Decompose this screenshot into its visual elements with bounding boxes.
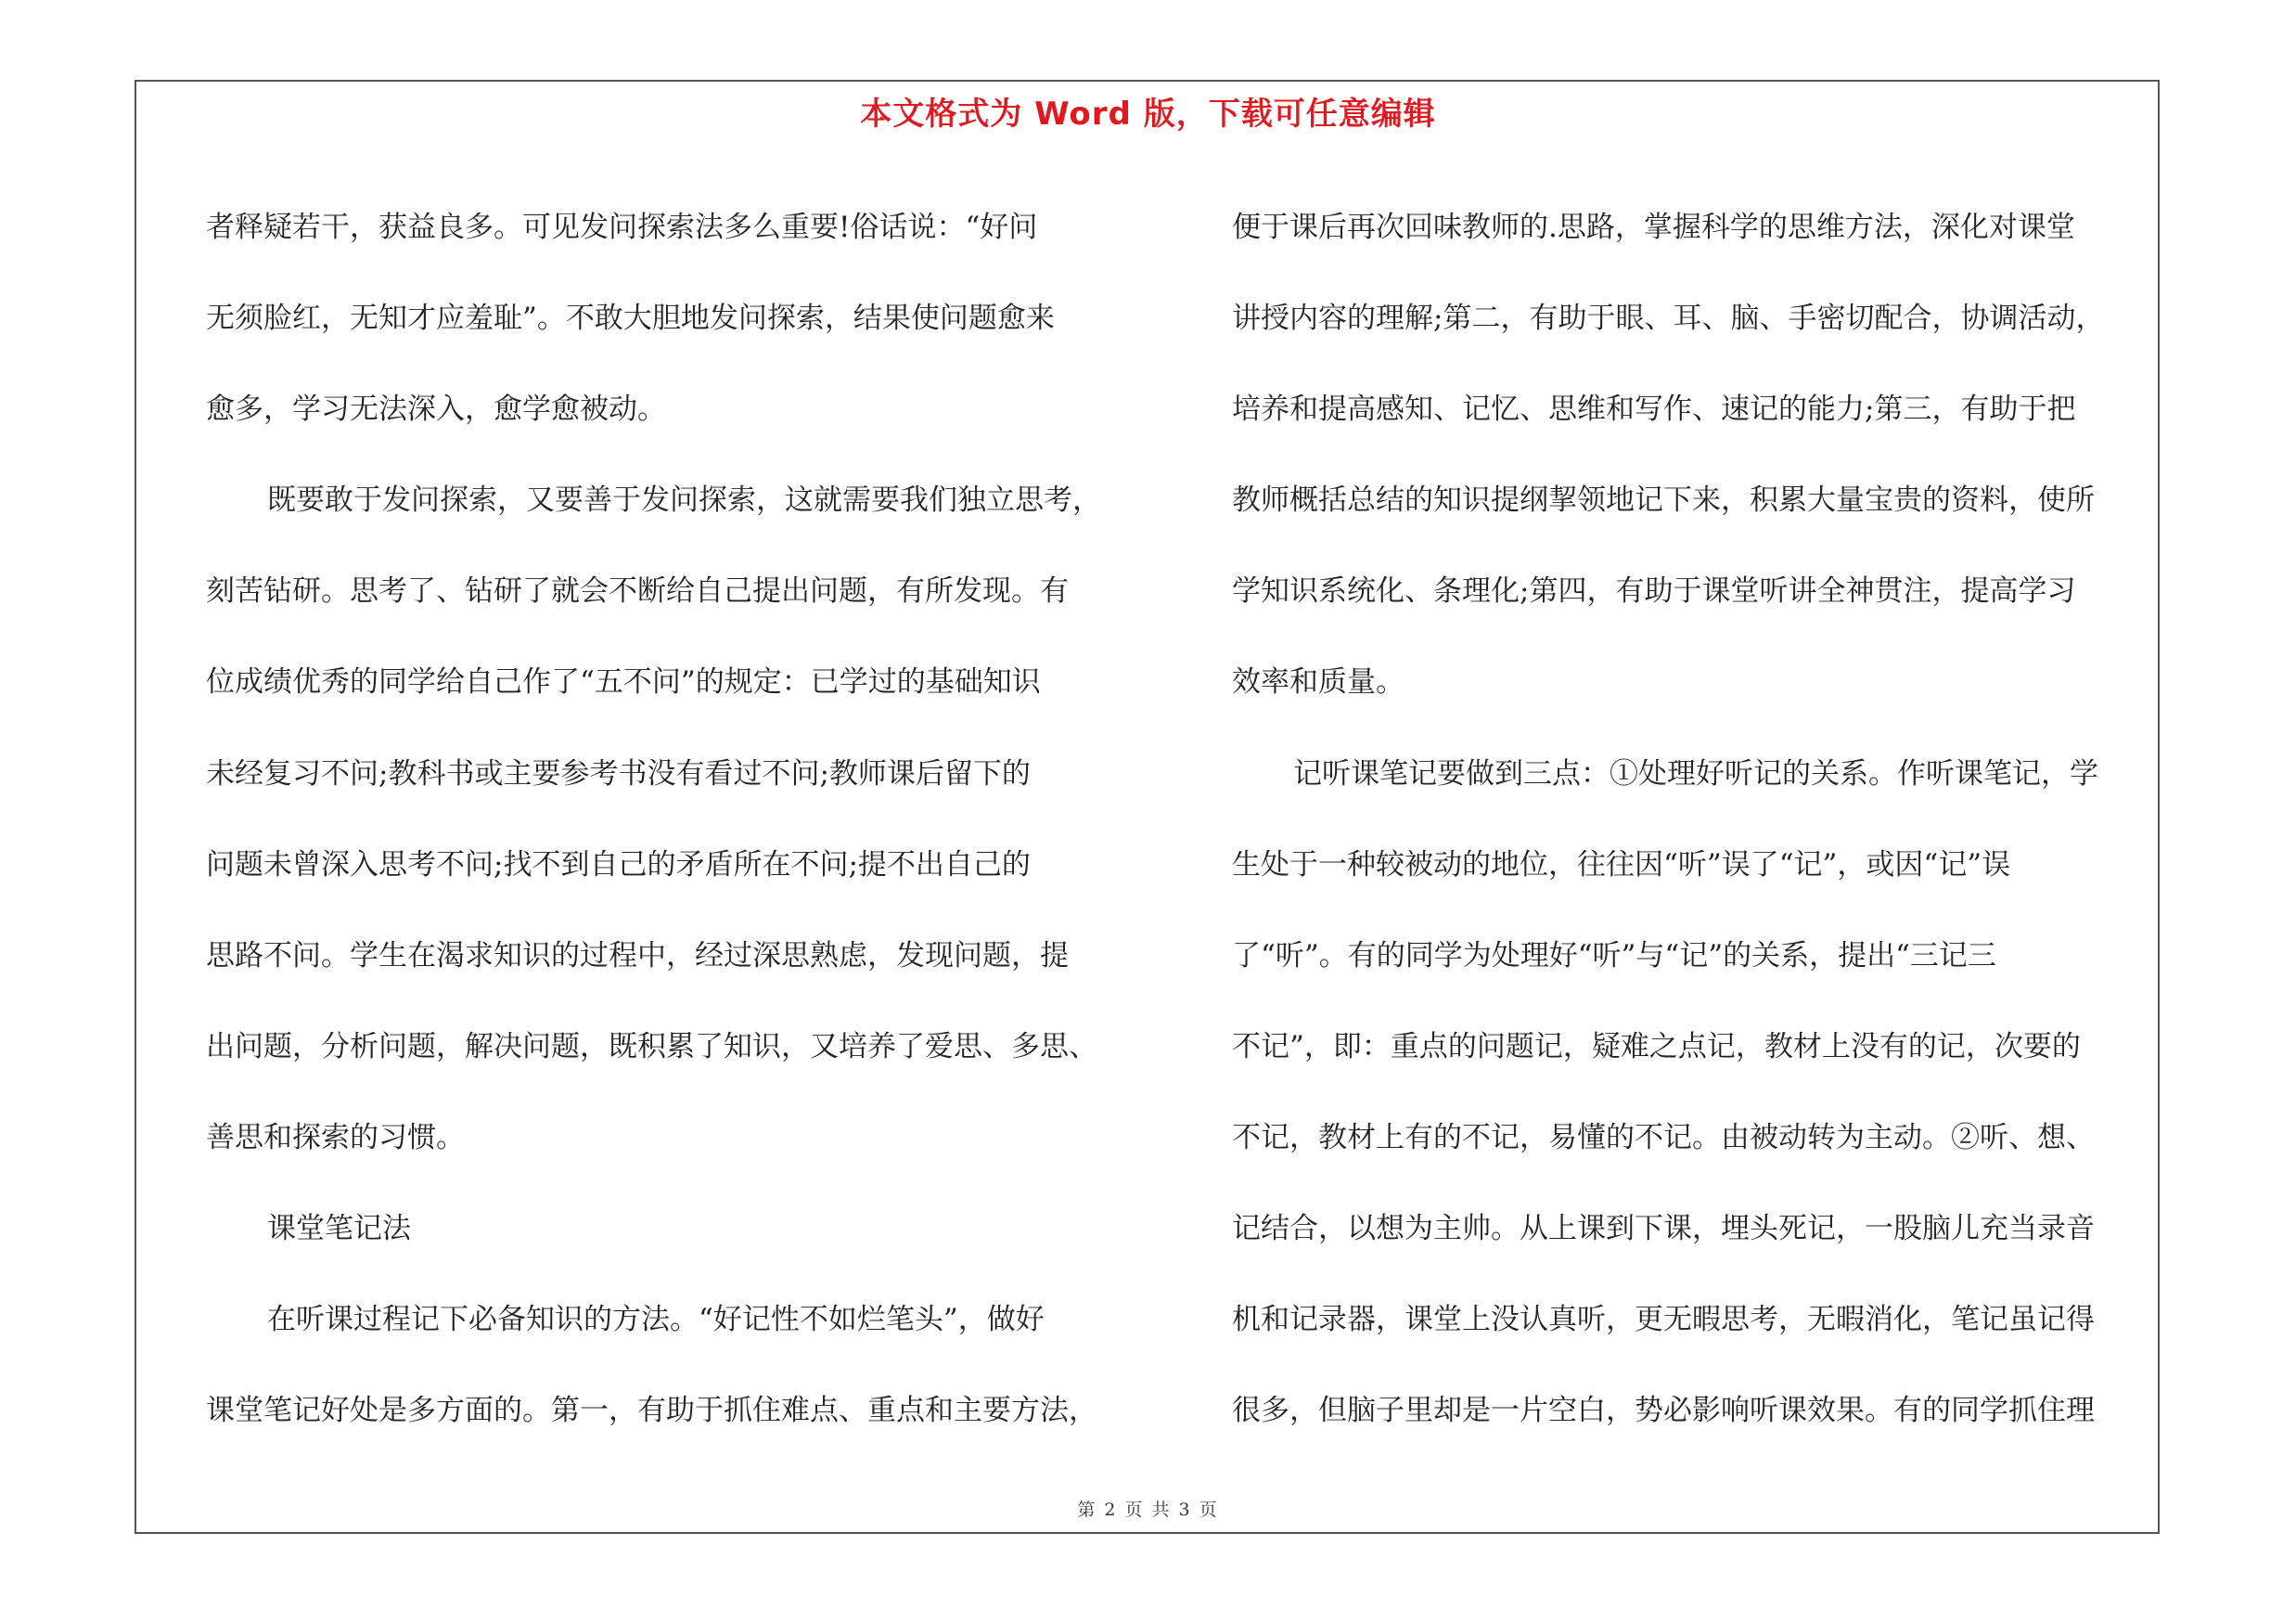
text-line: 记听课笔记要做到三点：①处理好听记的关系。作听课笔记，学 <box>1293 756 2098 791</box>
text-line: 问题未曾深入思考不问;找不到自己的矛盾所在不问;提不出自己的 <box>206 847 1031 882</box>
editable-format-banner: 本文格式为 Word 版，下载可任意编辑 <box>860 96 1436 133</box>
text-line: 思路不问。学生在渴求知识的过程中，经过深思熟虑，发现问题，提 <box>206 938 1069 973</box>
text-line: 生处于一种较被动的地位，往往因“听”误了“记”，或因“记”误 <box>1232 847 2011 882</box>
text-line: 机和记录器，课堂上没认真听，更无暇思考，无暇消化，笔记虽记得 <box>1232 1303 2095 1337</box>
right-text-column <box>1232 182 2150 1456</box>
page-number-footer: 第 2 页 共 3 页 <box>1077 1500 1219 1520</box>
left-text-column <box>206 182 1124 1456</box>
text-line: 既要敢于发问探索，又要善于发问探索，这就需要我们独立思考， <box>267 483 1101 518</box>
text-line: 刻苦钻研。思考了、钻研了就会不断给自己提出问题，有所发现。有 <box>206 574 1069 609</box>
text-line: 愈多，学习无法深入，愈学愈被动。 <box>206 393 666 427</box>
text-line: 效率和质量。 <box>1232 665 1405 700</box>
text-line: 出问题，分析问题，解决问题，既积累了知识，又培养了爱思、多思、 <box>206 1029 1097 1063</box>
text-line: 在听课过程记下必备知识的方法。“好记性不如烂笔头”，做好 <box>267 1303 1045 1337</box>
text-line: 教师概括总结的知识提纲挈领地记下来，积累大量宝贵的资料，使所 <box>1232 483 2095 518</box>
text-line: 了“听”。有的同学为处理好“听”与“记”的关系，提出“三记三 <box>1232 938 1996 973</box>
text-line: 学知识系统化、条理化;第四，有助于课堂听讲全神贯注，提高学习 <box>1232 574 2076 609</box>
text-line: 便于课后再次回味教师的.思路，掌握科学的思维方法，深化对课堂 <box>1232 211 2075 244</box>
text-line: 无须脸红，无知才应羞耻”。不敢大胆地发问探索，结果使问题愈来 <box>206 302 1055 336</box>
text-line: 不记”，即：重点的问题记，疑难之点记，教材上没有的记，次要的 <box>1232 1029 2081 1063</box>
text-line: 讲授内容的理解;第二，有助于眼、耳、脑、手密切配合，协调活动， <box>1232 302 2105 336</box>
text-line: 者释疑若干，获益良多。可见发问探索法多么重要!俗话说：“好问 <box>206 211 1038 244</box>
text-line: 课堂笔记法 <box>267 1212 411 1246</box>
text-line: 未经复习不问;教科书或主要参考书没有看过不问;教师课后留下的 <box>206 756 1031 791</box>
text-line: 记结合，以想为主帅。从上课到下课，埋头死记，一股脑儿充当录音 <box>1232 1212 2095 1246</box>
text-line: 善思和探索的习惯。 <box>206 1120 465 1154</box>
text-line: 位成绩优秀的同学给自己作了“五不问”的规定：已学过的基础知识 <box>206 665 1041 700</box>
text-line: 课堂笔记好处是多方面的。第一，有助于抓住难点、重点和主要方法， <box>206 1394 1097 1428</box>
text-line: 很多，但脑子里却是一片空白，势必影响听课效果。有的同学抓住理 <box>1232 1394 2095 1428</box>
text-line: 不记，教材上有的不记，易懂的不记。由被动转为主动。②听、想、 <box>1232 1120 2095 1154</box>
text-line: 培养和提高感知、记忆、思维和写作、速记的能力;第三，有助于把 <box>1232 393 2076 427</box>
